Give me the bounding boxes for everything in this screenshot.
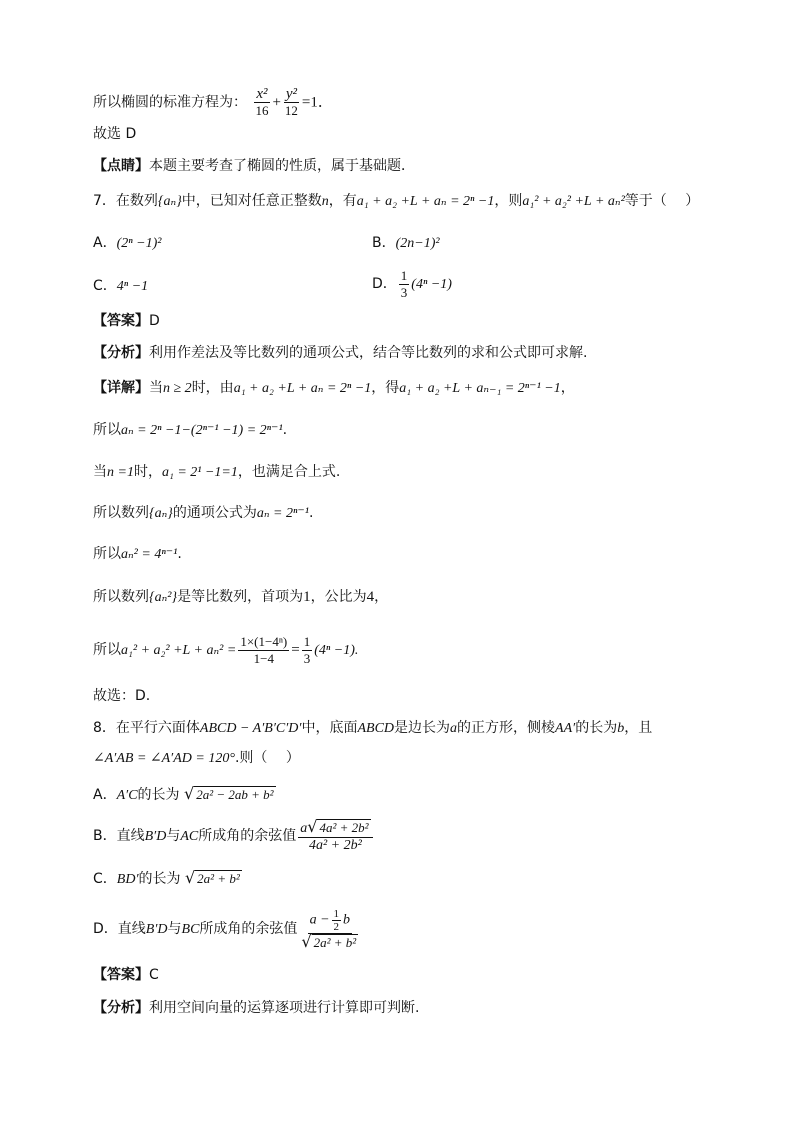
math: b	[617, 721, 625, 736]
text: .	[282, 422, 288, 438]
analysis-7	[93, 343, 587, 363]
numerator: 1	[400, 267, 408, 283]
text: 所成角的余弦值	[198, 828, 297, 844]
text: 所成角的余弦值	[199, 921, 298, 937]
math: B′D	[144, 829, 167, 844]
fraction	[399, 268, 410, 301]
answer-tag: 【答案】	[93, 967, 149, 983]
math: AC	[180, 829, 199, 844]
math: {aₙ}	[157, 194, 182, 209]
option-label: D．	[372, 276, 397, 292]
denominator: 4a² + 2b²	[308, 837, 362, 853]
numerator: 1	[303, 633, 311, 649]
q7-option-d	[372, 266, 452, 303]
sqrt-symbol: √	[301, 931, 312, 951]
analysis-tag: 【分析】	[93, 345, 149, 361]
denominator: 2	[333, 920, 340, 933]
option-label: A．	[93, 787, 117, 803]
denominator: 3	[303, 650, 311, 666]
text: 的长为	[575, 720, 618, 736]
math: aₙ² = 4ⁿ⁻¹	[121, 547, 178, 562]
sqrt-symbol: √	[183, 784, 195, 803]
numerator: 1	[333, 907, 340, 920]
math: 1	[303, 589, 311, 605]
math: n =1	[107, 465, 134, 480]
math: a₁² + a₂² +L + aₙ² =	[121, 643, 237, 658]
answer-value: D	[149, 313, 160, 329]
text: 当	[149, 380, 163, 396]
fraction	[299, 908, 360, 951]
q8-option-b	[93, 818, 375, 855]
text: .	[177, 546, 182, 562]
sqrt-symbol: √	[307, 816, 318, 836]
q7-option-a	[93, 233, 161, 254]
answer-8	[93, 965, 159, 985]
q7-option-c	[93, 276, 148, 297]
q8-option-a	[93, 784, 276, 806]
text: 是等比数列，首项为	[177, 589, 304, 605]
q7-option-b	[372, 233, 440, 254]
answer-7	[93, 311, 160, 331]
fraction	[283, 86, 300, 119]
math: ∠A′AB = ∠A′AD = 120°	[93, 751, 235, 766]
text: ，也满足合上式.	[237, 464, 341, 480]
text: 时，	[133, 464, 162, 480]
math: a₁ + a₂ +L + aₙ₋₁ = 2ⁿ⁻¹ −1	[399, 381, 561, 396]
text: ，有	[328, 193, 357, 209]
numerator	[298, 816, 372, 838]
text: 的正方形，侧棱	[457, 720, 556, 736]
denominator	[299, 931, 360, 951]
text: 的通项公式为	[172, 505, 257, 521]
math: a₁ + a₂ +L + aₙ = 2ⁿ −1	[356, 194, 495, 209]
math: AA′	[555, 721, 576, 736]
step-line	[93, 420, 287, 441]
step-line	[93, 544, 182, 565]
detail-7	[93, 378, 575, 399]
denominator: 16	[255, 103, 269, 118]
math: A′C	[116, 788, 138, 803]
answer-value: C	[149, 967, 159, 983]
choice-line: 故选 D	[93, 126, 137, 142]
analysis-tag: 【分析】	[93, 1000, 149, 1016]
math: n ≥ 2	[163, 381, 192, 396]
text: 是边长为	[394, 720, 451, 736]
math: a₁ = 2¹ −1=1	[161, 465, 238, 480]
fraction	[238, 634, 289, 667]
denominator: 1−4	[253, 650, 274, 666]
choice-line: 故选：D.	[93, 688, 151, 704]
text: 的长为	[138, 871, 181, 887]
option-label: C．	[93, 278, 117, 294]
radicand: 2a² − 2ab + b²	[196, 787, 274, 802]
equation-tail: =1．	[301, 94, 333, 111]
math: ABCD	[357, 721, 395, 736]
analysis-text: 利用作差法及等比数列的通项公式，结合等比数列的求和公式即可求解.	[149, 345, 588, 361]
math: a	[450, 721, 458, 736]
text: .则（ ）	[234, 750, 300, 766]
math: aₙ = 2ⁿ⁻¹	[256, 506, 309, 521]
math: n	[321, 194, 329, 209]
option-label: D．直线	[93, 921, 146, 937]
text: 所以	[93, 546, 121, 562]
math: {aₙ}	[149, 506, 173, 521]
math: a₁ + a₂ +L + aₙ = 2ⁿ −1	[233, 381, 372, 396]
text: 等于（ ）	[624, 193, 700, 209]
step-line	[93, 503, 313, 524]
detail-tag: 【详解】	[93, 380, 149, 396]
text: 当	[93, 464, 107, 480]
math: a₁² + a₂² +L + aₙ²	[522, 194, 625, 209]
numerator	[308, 908, 352, 934]
text: 与	[167, 921, 182, 937]
math: (4ⁿ −1).	[314, 643, 359, 658]
fraction	[253, 86, 270, 119]
math: =	[291, 642, 300, 658]
step-line	[93, 587, 388, 608]
q8-option-c	[93, 868, 242, 890]
sqrt-symbol: √	[184, 868, 196, 887]
text: 所以数列	[93, 589, 149, 605]
option-value: 4ⁿ −1	[116, 279, 149, 294]
option-label: A．	[93, 235, 117, 251]
step-line	[93, 462, 340, 483]
math: {aₙ²}	[149, 590, 178, 605]
text: ，则	[494, 193, 523, 209]
text: ，且	[624, 720, 653, 736]
fraction	[302, 634, 313, 667]
question-8	[93, 718, 652, 739]
math: b	[343, 911, 351, 927]
analysis-8	[93, 998, 419, 1018]
math: B′D	[145, 922, 168, 937]
option-value: (4ⁿ −1)	[411, 277, 452, 292]
text: 8．在平行六面体	[93, 720, 200, 736]
text: 所以椭圆的标准方程为：	[93, 94, 247, 111]
text: 中，已知对任意正整数	[181, 193, 322, 209]
radicand: 2a² + b²	[313, 934, 357, 950]
math: 4	[366, 589, 375, 605]
question-8-cont	[93, 748, 300, 769]
text: 与	[166, 828, 181, 844]
numerator: x²	[256, 86, 268, 102]
denominator: 3	[400, 284, 408, 300]
numerator: y²	[285, 86, 297, 102]
ellipse-equation-line: 所以椭圆的标准方程为： $\frac{\text{x²}}{16}$ + $\frac{\text{y²}}{12}$ =1．	[93, 86, 333, 118]
text: 时，由	[191, 380, 234, 396]
math: a −	[309, 911, 330, 927]
text: 的长为	[137, 787, 180, 803]
text: ，公比为	[310, 589, 367, 605]
text: .	[309, 505, 314, 521]
text: 中，底面	[301, 720, 358, 736]
numerator: 1×(1−4ⁿ)	[240, 633, 288, 649]
text: 所以数列	[93, 505, 149, 521]
radicand: 4a² + 2b²	[319, 819, 369, 835]
q8-option-d	[93, 904, 362, 955]
math: ABCD − A′B′C′D′	[199, 721, 302, 736]
text: ，	[560, 380, 575, 396]
analysis-text: 利用空间向量的运算逐项进行计算即可判断.	[149, 1000, 420, 1016]
option-value: (2n−1)²	[395, 236, 440, 251]
math: aₙ = 2ⁿ −1−(2ⁿ⁻¹ −1) = 2ⁿ⁻¹	[121, 423, 283, 438]
math: BD′	[116, 872, 139, 887]
option-label: C．	[93, 871, 117, 887]
math: a	[300, 820, 308, 836]
denominator: 12	[284, 103, 298, 118]
option-label: B．	[372, 235, 396, 251]
math: BC	[181, 922, 200, 937]
text: ，	[374, 589, 389, 605]
option-value: (2ⁿ −1)²	[116, 236, 162, 251]
comment-text: 本题主要考查了椭圆的性质，属于基础题．	[149, 158, 415, 174]
text: 7．在数列	[93, 193, 158, 209]
text: 所以	[93, 642, 121, 658]
question-7	[93, 191, 699, 212]
text: 所以	[93, 422, 121, 438]
fraction	[298, 816, 372, 854]
answer-tag: 【答案】	[93, 313, 149, 329]
fraction	[332, 908, 342, 933]
comment-line	[93, 156, 415, 176]
radicand: 2a² + b²	[197, 871, 240, 886]
step-line	[93, 630, 358, 671]
option-label: B．直线	[93, 828, 145, 844]
text: ，得	[371, 380, 400, 396]
comment-tag: 【点睛】	[93, 158, 149, 174]
